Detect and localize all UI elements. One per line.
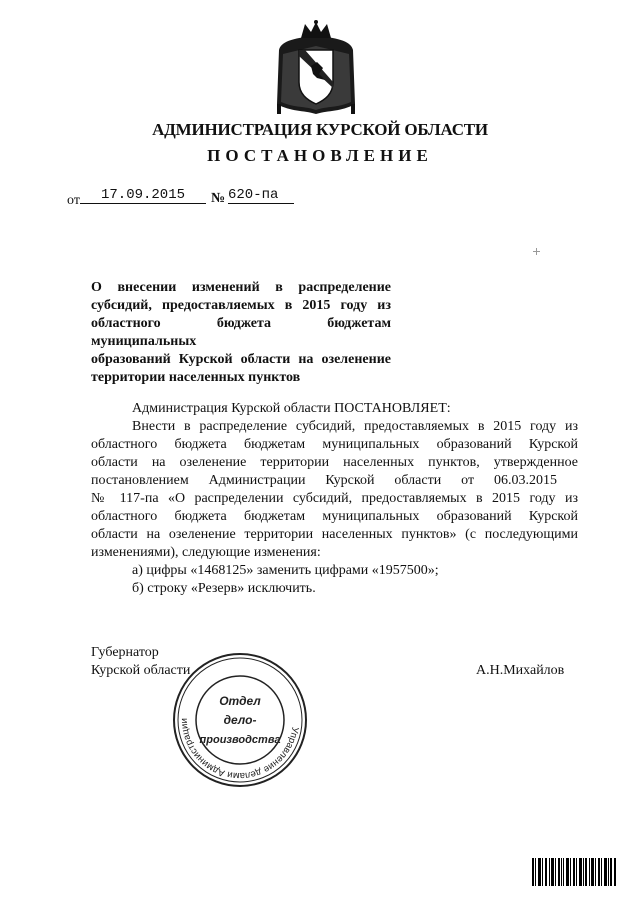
signatory-region: Курской области <box>91 663 191 678</box>
document-date: 17.09.2015 <box>80 187 206 204</box>
body-line: а) цифры «1468125» заменить цифрами «1957500»; <box>132 563 439 578</box>
svg-text:дело-: дело- <box>223 713 257 727</box>
body-line: Администрация Курской области ПОСТАНОВЛЯЕТ: <box>132 401 451 416</box>
document-subject <box>91 279 391 387</box>
document-number: 620-па <box>228 187 294 204</box>
subject-line: О внесении изменений в распределение <box>91 280 391 295</box>
date-prefix: от <box>67 193 80 208</box>
coat-of-arms-icon <box>271 20 361 120</box>
svg-text:производства: производства <box>199 734 281 746</box>
svg-text:Управление делами Администраци: Управление делами Администрации <box>178 718 301 782</box>
subject-line: образований Курской области на озеленение <box>91 352 391 367</box>
body-line: областного бюджета бюджетам муниципальных образований Курской <box>91 509 578 524</box>
body-line: области на озеленение территории населенных пунктов» (с последующими <box>91 527 578 542</box>
body-line: № 117-па «О распределении субсидий, предоставляемых в 2015 году из <box>91 491 578 506</box>
office-stamp <box>170 650 310 790</box>
body-line: области на озеленение территории населенных пунктов, утвержденное <box>91 455 578 470</box>
body-line: постановлением Администрации Курской области от 06.03.2015 <box>91 473 557 488</box>
subject-line: территории населенных пунктов <box>91 370 301 385</box>
number-sign: № <box>211 191 226 206</box>
body-line: областного бюджета бюджетам муниципальных образований Курской <box>91 437 578 452</box>
body-line: изменениями), следующие изменения: <box>91 545 321 560</box>
subject-line: областного бюджета бюджетам муниципальных <box>91 316 391 349</box>
organization-name: АДМИНИСТРАЦИЯ КУРСКОЙ ОБЛАСТИ <box>152 120 488 139</box>
body-line: Внести в распределение субсидий, предоставляемых в 2015 году из <box>132 419 578 434</box>
signatory-title: Губернатор <box>91 645 159 660</box>
corner-mark <box>533 251 540 252</box>
svg-text:Отдел: Отдел <box>219 694 261 708</box>
signatory-name: А.Н.Михайлов <box>476 663 565 678</box>
document-type-title: ПОСТАНОВЛЕНИЕ <box>207 146 433 165</box>
barcode-icon <box>532 858 616 886</box>
subject-line: субсидий, предоставляемых в 2015 году из <box>91 298 391 313</box>
body-line: б) строку «Резерв» исключить. <box>132 581 316 596</box>
